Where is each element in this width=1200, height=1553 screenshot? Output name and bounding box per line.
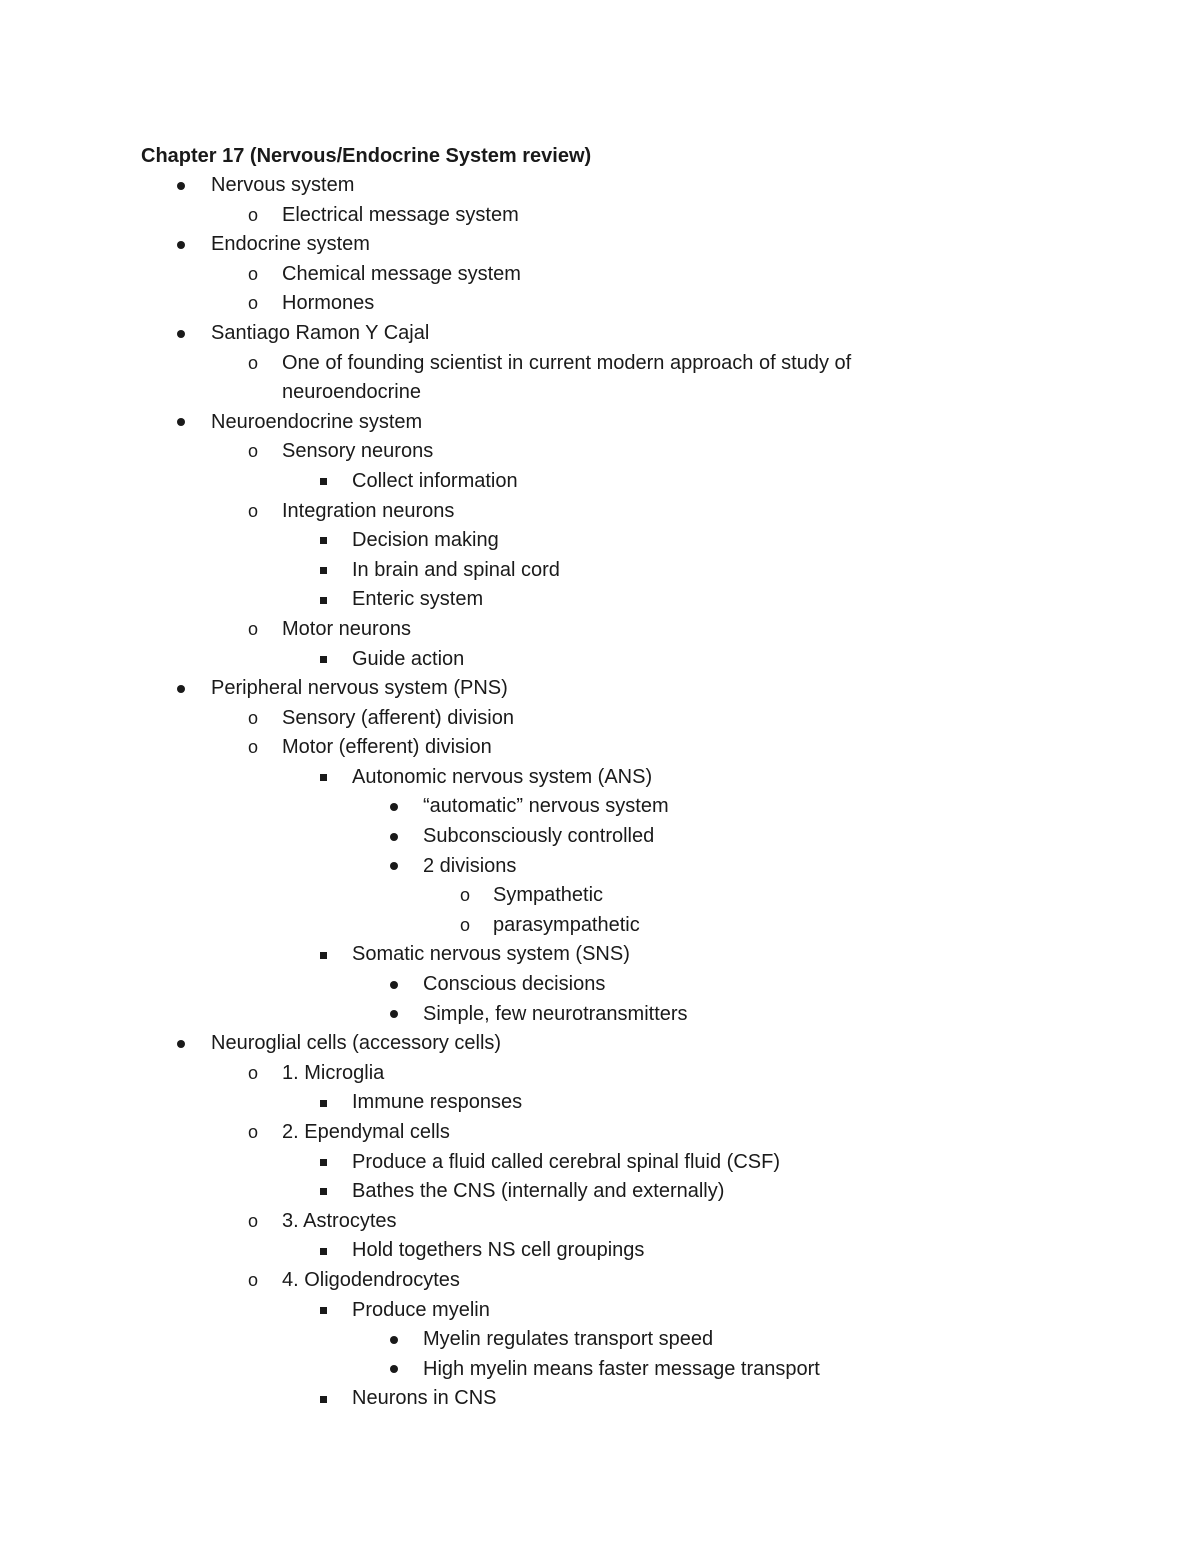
bullet-icon xyxy=(171,1029,191,1059)
outline-item-text: 3. Astrocytes xyxy=(282,1209,397,1232)
square-bullet-icon xyxy=(313,763,333,793)
outline-item-text: parasympathetic xyxy=(493,913,640,936)
outline-item-text: Simple, few neurotransmitters xyxy=(423,1002,688,1025)
outline-item-text: 2 divisions xyxy=(423,854,517,877)
outline-item-text: Hold togethers NS cell groupings xyxy=(352,1239,645,1262)
outline-item-text: Subconsciously controlled xyxy=(423,825,655,848)
outline-item-level-3 xyxy=(0,526,1200,556)
square-bullet-icon xyxy=(313,585,333,615)
square-bullet-icon xyxy=(313,1088,333,1118)
outline-item-level-3 xyxy=(0,1177,1200,1207)
outline-item-level-1 xyxy=(0,230,1200,260)
outline-item-level-3 xyxy=(0,1088,1200,1118)
square-bullet-icon xyxy=(313,556,333,586)
outline-item-level-2 xyxy=(0,1207,1200,1237)
bullet-icon xyxy=(171,408,191,438)
outline-item-text: Integration neurons xyxy=(282,499,455,522)
outline-item-text: Sympathetic xyxy=(493,884,604,907)
circle-bullet-icon: o xyxy=(247,707,258,728)
outline-item-text: Collect information xyxy=(352,469,518,492)
outline-item-level-1 xyxy=(0,1029,1200,1059)
bullet-icon xyxy=(384,792,404,822)
outline-item-level-5 xyxy=(0,881,1200,911)
outline-item-level-1 xyxy=(0,408,1200,438)
outline-item-text: Produce a fluid called cerebral spinal fluid (CSF) xyxy=(352,1150,780,1173)
outline-item-text: Bathes the CNS (internally and externally) xyxy=(352,1180,725,1203)
outline-item-text: High myelin means faster message transport xyxy=(423,1357,820,1380)
circle-bullet-icon: o xyxy=(247,1269,258,1290)
outline-item-text: Sensory neurons xyxy=(282,440,434,463)
circle-bullet-icon: o xyxy=(247,204,258,225)
circle-bullet-icon: o xyxy=(247,500,258,521)
outline-item-text: One of founding scientist in current modern approach of study of neuroendocrine xyxy=(282,351,852,404)
outline-item-text: 4. Oligodendrocytes xyxy=(282,1268,460,1291)
outline-item-level-3 xyxy=(0,940,1200,970)
circle-bullet-icon: o xyxy=(247,1210,258,1231)
outline-item-text: Decision making xyxy=(352,529,499,552)
circle-bullet-icon: o xyxy=(459,914,470,935)
square-bullet-icon xyxy=(313,645,333,675)
bullet-icon xyxy=(171,674,191,704)
outline-item-level-3 xyxy=(0,645,1200,675)
outline-item-level-3 xyxy=(0,1148,1200,1178)
outline-item-text: Electrical message system xyxy=(282,203,519,226)
outline-item-text: “automatic” nervous system xyxy=(423,795,669,818)
outline-item-level-3 xyxy=(0,556,1200,586)
outline-item-level-3 xyxy=(0,585,1200,615)
circle-bullet-icon: o xyxy=(459,885,470,906)
bullet-icon xyxy=(384,822,404,852)
outline-item-text: Neurons in CNS xyxy=(352,1387,497,1410)
bullet-icon xyxy=(384,852,404,882)
outline-item-text: 1. Microglia xyxy=(282,1061,385,1084)
circle-bullet-icon: o xyxy=(247,1122,258,1142)
outline-item-level-2 xyxy=(0,349,922,408)
circle-bullet-icon: o xyxy=(247,618,258,639)
square-bullet-icon xyxy=(313,1148,333,1178)
outline-item-text: Somatic nervous system (SNS) xyxy=(352,943,630,966)
bullet-icon xyxy=(384,1000,404,1030)
circle-bullet-icon: o xyxy=(247,737,258,758)
square-bullet-icon xyxy=(313,1236,333,1266)
outline-item-level-1 xyxy=(0,674,1200,704)
outline-item-level-2 xyxy=(0,615,1200,645)
outline-item-text: Santiago Ramon Y Cajal xyxy=(211,321,430,344)
outline-item-text: 2. Ependymal cells xyxy=(282,1121,450,1143)
outline-item-level-1 xyxy=(0,319,1200,349)
circle-bullet-icon: o xyxy=(247,352,258,373)
bullet-icon xyxy=(384,970,404,1000)
square-bullet-icon xyxy=(313,526,333,556)
outline-item-level-2 xyxy=(0,704,1200,734)
outline-item-level-2 xyxy=(0,437,1200,467)
bullet-icon xyxy=(171,319,191,349)
outline-item-text: Produce myelin xyxy=(352,1298,490,1321)
outline-item-level-2 xyxy=(0,260,1200,290)
outline-item-level-4 xyxy=(0,970,1200,1000)
bullet-icon xyxy=(384,1355,404,1385)
outline-item-level-4 xyxy=(0,1355,1200,1385)
outline-item-text: Motor (efferent) division xyxy=(282,736,492,759)
outline-item-level-2 xyxy=(0,1266,1200,1296)
circle-bullet-icon: o xyxy=(247,293,258,314)
outline-item-level-3 xyxy=(0,763,1200,793)
bullet-icon xyxy=(384,1325,404,1355)
square-bullet-icon xyxy=(313,1296,333,1326)
outline-item-level-3 xyxy=(0,1384,1200,1414)
outline-item-level-4 xyxy=(0,1325,1200,1355)
outline-item-level-3 xyxy=(0,467,1200,497)
outline-item-text: Myelin regulates transport speed xyxy=(423,1328,714,1351)
outline-item-level-2 xyxy=(0,289,1200,319)
outline-item-text: Sensory (afferent) division xyxy=(282,706,514,729)
square-bullet-icon xyxy=(313,1384,333,1414)
outline-item-text: Endocrine system xyxy=(211,233,370,256)
outline-item-level-1 xyxy=(0,171,1200,201)
circle-bullet-icon: o xyxy=(247,263,258,284)
outline-item-text: Neuroglial cells (accessory cells) xyxy=(211,1032,502,1055)
outline-item-text: Autonomic nervous system (ANS) xyxy=(352,765,653,788)
outline-item-text: Immune responses xyxy=(352,1091,523,1114)
outline-item-text: In brain and spinal cord xyxy=(352,558,560,581)
outline-item-level-4 xyxy=(0,822,1200,852)
outline-item-level-2 xyxy=(0,1118,1200,1148)
circle-bullet-icon: o xyxy=(247,1062,258,1083)
square-bullet-icon xyxy=(313,1177,333,1207)
square-bullet-icon xyxy=(313,467,333,497)
outline-item-level-2 xyxy=(0,497,1200,527)
bullet-outline xyxy=(0,171,1200,1414)
outline-item-text: Neuroendocrine system xyxy=(211,410,423,433)
document-title: Chapter 17 (Nervous/Endocrine System review) xyxy=(141,145,592,167)
outline-item-text: Guide action xyxy=(352,647,465,670)
outline-item-text: Conscious decisions xyxy=(423,973,606,996)
square-bullet-icon xyxy=(313,940,333,970)
circle-bullet-icon: o xyxy=(247,441,258,462)
outline-item-level-4 xyxy=(0,792,1200,822)
outline-item-level-4 xyxy=(0,852,1200,882)
outline-item-text: Peripheral nervous system (PNS) xyxy=(211,677,508,700)
outline-item-level-5 xyxy=(0,911,1200,941)
outline-item-level-3 xyxy=(0,1296,1200,1326)
outline-item-level-4 xyxy=(0,1000,1200,1030)
outline-item-text: Hormones xyxy=(282,292,375,315)
outline-item-level-2 xyxy=(0,733,1200,763)
outline-item-text: Chemical message system xyxy=(282,262,521,285)
outline-item-level-2 xyxy=(0,1059,1200,1089)
outline-item-text: Enteric system xyxy=(352,588,484,611)
bullet-icon xyxy=(171,230,191,260)
outline-item-text: Motor neurons xyxy=(282,617,411,640)
outline-item-level-2 xyxy=(0,201,1200,231)
outline-item-level-3 xyxy=(0,1236,1200,1266)
outline-item-text: Nervous system xyxy=(211,174,355,196)
bullet-icon xyxy=(171,171,191,201)
